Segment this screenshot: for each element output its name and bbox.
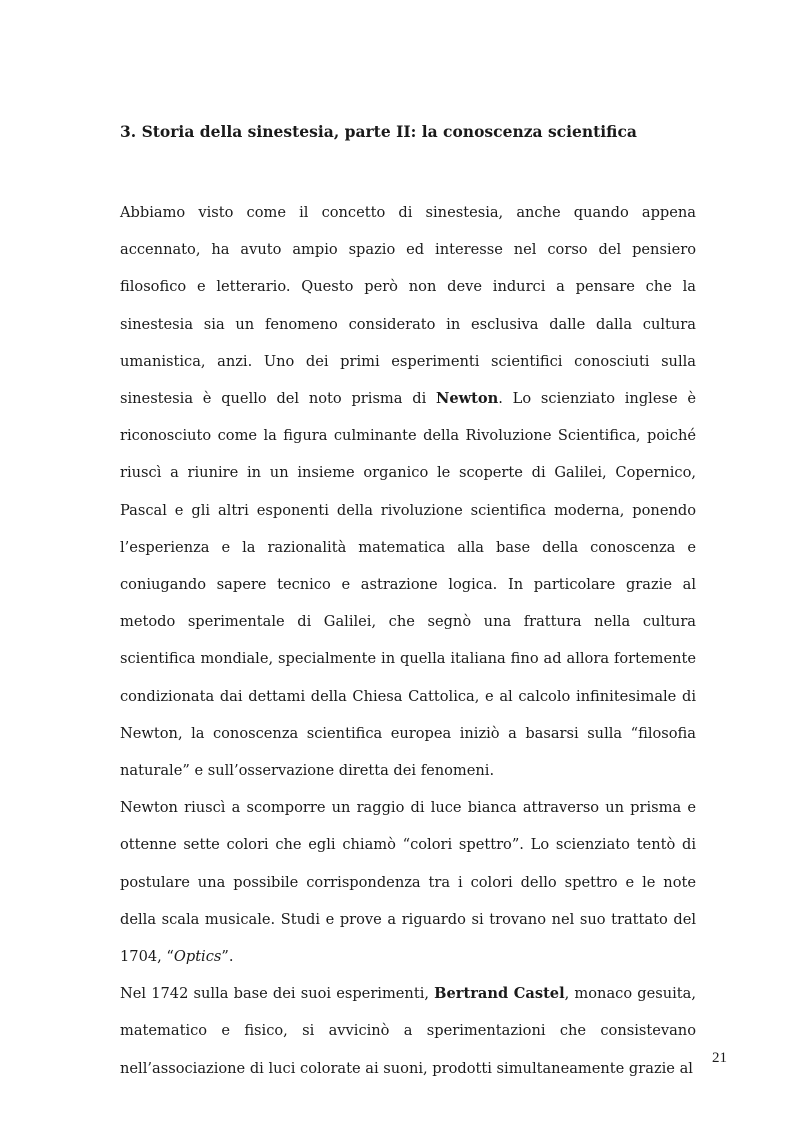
paragraph-3-text-b: , monaco gesuita, matematico e fisico, si avvicinò a sperimentazioni che consistevano nell’associazione di luci colorate ai suoni, prodotti simultaneamente grazie al — [120, 985, 697, 1077]
paragraph-2-italic-title: Optics — [173, 948, 222, 966]
paragraph-3-bold-name: Bertrand Castel — [434, 985, 565, 1003]
paragraph-1-text-b: . Lo scienziato inglese è riconosciuto come la figura culminante della Rivoluzione Scientifica, poiché riuscì a riunire in un insieme organico le scoperte di Galilei, Copernico, Pascal e gli altri esponenti della rivoluzione scientifica moderna, ponendo l’esperienza e la razionalità matematica alla base della conoscenza e coniugando sapere tecnico e astrazione logica. In particolare grazie al metodo sperimentale di Galilei, che segnò una frattura nella cultura scientifica mondiale, specialmente in quella italiana fino ad allora fortemente condizionata dai dettami della Chiesa Cattolica, e al calcolo infinitesimale di Newton, la conoscenza scientifica europea iniziò a basarsi sulla “filosofia naturale” e sull’osservazione diretta dei fenomeni. — [120, 390, 696, 780]
body-text — [120, 194, 696, 1087]
section-heading: 3. Storia della sinestesia, parte II: la conoscenza scientifica — [120, 122, 637, 141]
paragraph-1-bold-name: Newton — [436, 390, 499, 408]
paragraph-1-text-a: Abbiamo visto come il concetto di sinestesia, anche quando appena accennato, ha avuto ampio spazio ed interesse nel corso del pensiero filosofico e letterario. Questo però non deve indurci a pensare che la sinestesia sia un fenomeno considerato in esclusiva dalle dalla cultura umanistica, anzi. Uno dei primi esperimenti scientifici conosciuti sulla sinestesia è quello del noto prisma di — [120, 204, 696, 408]
paragraph-3-text-a: Nel 1742 sulla base dei suoi esperimenti, — [120, 985, 435, 1003]
paragraph-2-text-b: ”. — [221, 948, 234, 966]
paragraph-2-text-a: Newton riuscì a scomporre un raggio di luce bianca attraverso un prisma e ottenne sette colori che egli chiamò “colori spettro”. Lo scienziato tentò di postulare una possibile corrispondenza tra i colori dello spettro e le note della scala musicale. Studi e prove a riguardo si trovano nel suo trattato del 1704, “ — [120, 799, 696, 966]
paragraph-2 — [120, 789, 696, 975]
paragraph-1 — [120, 194, 696, 789]
page-number: 21 — [712, 1050, 727, 1066]
paragraph-3 — [120, 975, 696, 1087]
